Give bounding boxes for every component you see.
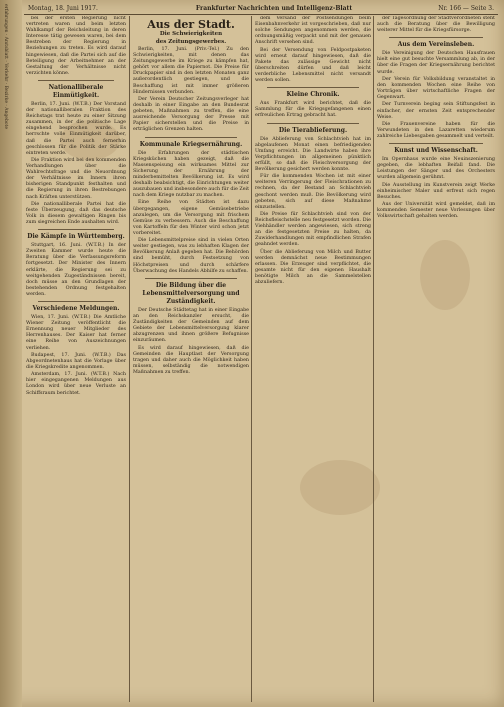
article-paragraph: Die Lebensmittelpreise sind in vielen Orten weiter gestiegen, was zu lebhaften Klagen der Bevölkerung Anlaß gegeben hat. Die Behörden sind bemüht, durch Festsetzung von Höchstpreisen und durch schärfere Überwachung des Handels Abhilfe zu schaffen. [133,238,249,274]
column-3 [255,16,371,704]
article-heading: Nationalliberale Einmütigkeit. [48,83,104,99]
article-paragraph: Über die Ablieferung von Milch und Butter werden demnächst neue Bestimmungen erlassen. Die Erzeuger sind verpflichtet, die gesamte nicht für den eigenen Haushalt benötigte Milch an die Sammelstellen abzuliefern. [255,249,371,286]
column-2 [133,16,249,704]
article-paragraph: Amsterdam, 17. Juni. (W.T.B.) Nach hier eingegangenen Meldungen aus London wird über neue Verluste an Schiffsraum berichtet. [26,372,126,396]
header-page-number: Nr. 166 — Seite 3. [438,5,494,12]
article-paragraph: Aus Frankfurt wird berichtet, daß die Sammlung für die Kriegsgefangenen einen erfreulichen Ertrag gebracht hat. [255,101,371,119]
article-paragraph: Die Preise für Schlachtvieh sind von der Reichsfleischstelle neu festgesetzt worden. Die Viehhändler werden angewiesen, sich streng an die festgesetzten Preise zu halten, da Zuwiderhandlungen mit empfindlichen Strafen geahndet werden. [255,212,371,248]
article-heading: Die Kämpfe in Württemberg. [27,233,125,241]
article-paragraph: Die Ausstellung im Kunstverein zeigt Werke einheimischer Maler und erfreut sich regen Besuches. [377,182,495,200]
article-heading: Die Bildung über die Lebensmittelversorgung und Zuständigkeit. [142,281,240,305]
article-paragraph: Die Ablieferung von Schlachtvieh hat im abgelaufenen Monat einen befriedigenden Umfang erreicht. Die Landwirte haben ihre Verpflichtungen im allgemeinen pünktlich erfüllt, so daß die Fleischversorgung der Bevölkerung gesichert werden konnte. [255,136,371,172]
article-paragraph: Es wird darauf hingewiesen, daß die Gemeinden die Hauptlast der Versorgung tragen und daher auch die Möglichkeit haben müssen, selbständig die notwendigen Maßnahmen zu treffen. [133,345,249,375]
column-4 [377,16,495,704]
article-subtitle: des Zeitungsgewerbes. [155,39,227,45]
column-rule [251,16,252,702]
article-paragraph: Budapest, 17. Juni. (W.T.B.) Das Abgeordnetenhaus hat die Vorlage über die Kriegskredite angenommen. [26,352,126,370]
article-heading: Aus dem Vereinsleben. [397,41,475,49]
article-paragraph: Die Erfahrungen der städtischen Kriegsküchen haben gezeigt, daß die Massenspeisung ein wirksames Mittel zur Sicherung der Ernährung der minderbemittelten Bevölkerung ist. Es wird deshalb beabsichtigt, die Einrichtungen weiter auszubauen und insbesondere auch für die Zeit nach dem Kriege nutzbar zu machen. [133,150,249,199]
article-paragraph: Die Frauenvereine haben für die Verwundeten in den Lazaretten wiederum zahlreiche Liebesgaben gesammelt und verteilt. [377,121,495,140]
article-paragraph: Bei der Versendung von Feldpostpaketen wird erneut darauf hingewiesen, daß die Pakete das zulässige Gewicht nicht überschreiten dürfen und daß leicht verderbliche Lebensmittel nicht versandt werden sollen. [255,47,371,84]
page-header [24,4,498,15]
header-date: Montag, 18. Juni 1917. [28,5,98,12]
column-rule [373,16,374,702]
article-paragraph: Der Verein für Volksbildung veranstaltet in den kommenden Wochen eine Reihe von Vorträgen über wirtschaftliche Fragen der Gegenwart. [377,76,495,101]
article-heading: Die Tierablieferung. [278,126,348,134]
section-title: Aus der Stadt. [147,18,235,31]
article-subtitle: Die Schwierigkeiten [159,31,223,37]
article-paragraph: Die Fraktion wird bei den kommenden Verhandlungen über die Wahlrechtsfrage und die Neuordnung der Verhältnisse im Innern ihren bisherigen Standpunkt festhalten und die Regierung in ihren Bestrebungen nach Kräften unterstützen. [26,157,126,200]
article-heading: Kleine Chronik. [286,91,340,99]
adjacent-page-text: erfahrungen · Amtsblatt · Verkehr · Bezirke · Angebote [3,4,8,130]
adjacent-page-edge [0,0,22,707]
article-heading: Kunst und Wissenschaft. [394,147,478,155]
article-paragraph: bei der ersten Regierung nicht vertreten waren und beim letzten Wahlkampf der Reichsleitung in deren Interesse tätig gewesen waren, bei dem Bestreben der Regierung in Beziehungen zu treten. Es wird darauf hingewiesen, daß die Partei sich auf die Beteiligung der Arbeitnehmer an der Gestaltung der Verhältnisse nicht verzichten könne. [26,16,126,76]
article-paragraph: der Tagesordnung der Stadtverordneten steht auch die Beratung über die Bewilligung weiterer Mittel für die Kriegsfürsorge. [377,16,495,34]
article-paragraph: Die nationalliberale Partei hat die feste Überzeugung, daß das deutsche Volk in diesem gewaltigen Ringen bis zum siegreichen Ende aushalten wird. [26,201,126,226]
article-heading: Verschiedene Meldungen. [32,305,120,313]
article-paragraph: Im Opernhaus wurde eine Neuinszenierung gegeben, die lebhaften Beifall fand. Die Leistungen der Sänger und des Orchesters wurden allgemein gerühmt. [377,157,495,181]
column-1 [26,16,126,704]
article-paragraph: Stuttgart, 16. Juni. (W.T.B.) In der Zweiten Kammer wurde heute die Beratung über die Verfassungsreform fortgesetzt. Der Minister des Innern erklärte, die Regierung sei zu weitgehenden Zugeständnissen bereit, doch müsse an den Grundlagen der bestehenden Ordnung festgehalten werden. [26,243,126,297]
header-masthead: Frankfurter Nachrichten und Intelligenz-Blatt [195,5,353,12]
article-paragraph: Wien, 17. Juni. (W.T.B.) Die Amtliche Wiener Zeitung veröffentlicht die Ernennung neuer Mitglieder des Herrenhauses. Der Kaiser hat ferner eine Reihe von Auszeichnungen verliehen. [26,315,126,351]
article-paragraph: Der Turnverein beging sein Stiftungsfest in einfacher, der ernsten Zeit entsprechender Weise. [377,102,495,120]
article-paragraph: Eine Reihe von Städten ist dazu übergegangen, eigene Gemüsebetriebe anzulegen, um die Versorgung mit frischem Gemüse zu verbessern. Auch die Beschaffung von Kartoffeln für den Winter wird schon jetzt vorbereitet. [133,200,249,236]
article-paragraph: dem Versand der Postsendungen beim Eisenbahnverkehr ist vorgeschrieben, daß nur solche Sendungen angenommen werden, die ordnungsmäßig verpackt und mit der genauen Anschrift versehen sind. [255,16,371,46]
article-paragraph: Berlin, 17. Juni. (W.T.B.) Der Vorstand der nationalliberalen Fraktion des Reichstags trat heute zu einer Sitzung zusammen, in der die politische Lage eingehend besprochen wurde. Es herrschte volle Einmütigkeit darüber, daß die Partei auch fernerhin geschlossen für die Politik der Stärke eintreten werde. [26,101,126,156]
article-paragraph: Für die kommenden Wochen ist mit einer weiteren Verringerung der Fleischrationen zu rechnen, da der Bestand an Schlachtvieh geschont werden muß. Die Bevölkerung wird gebeten, sich auf diese Maßnahme einzustellen. [255,174,371,210]
article-paragraph: Der Deutsche Städtetag hat in einer Eingabe an den Reichskanzler ersucht, die Zuständigkeiten der Gemeinden auf dem Gebiete der Lebensmittelversorgung klarer abzugrenzen und ihnen größere Befugnisse einzuräumen. [133,307,249,344]
article-paragraph: Die Vereinigung der Deutschen Hausfrauen hielt eine gut besuchte Versammlung ab, in der über die Fragen der Kriegsernährung berichtet wurde. [377,51,495,75]
article-paragraph: Der Verein Deutscher Zeitungsverleger hat deshalb in einer Eingabe an den Bundesrat gebeten, Maßnahmen zu treffen, die eine ausreichende Versorgung der Presse mit Papier sicherstellen und die Preise in erträglichen Grenzen halten. [133,96,249,133]
article-heading: Kommunale Kriegsernährung. [139,140,243,148]
article-paragraph: Aus der Universität wird gemeldet, daß im kommenden Semester neue Vorlesungen über Volkswirtschaft gehalten werden. [377,202,495,220]
article-paragraph: Berlin, 17. Juni. (Priv.-Tel.) Zu den Schwierigkeiten, mit denen das Zeitungsgewerbe im Kriege zu kämpfen hat, gehört vor allem die Papiernot. Die Preise für Druckpapier sind in den letzten Monaten ganz außerordentlich gestiegen, und die Beschaffung ist mit immer größeren Hindernissen verbunden. [133,47,249,95]
column-rule [129,16,130,702]
